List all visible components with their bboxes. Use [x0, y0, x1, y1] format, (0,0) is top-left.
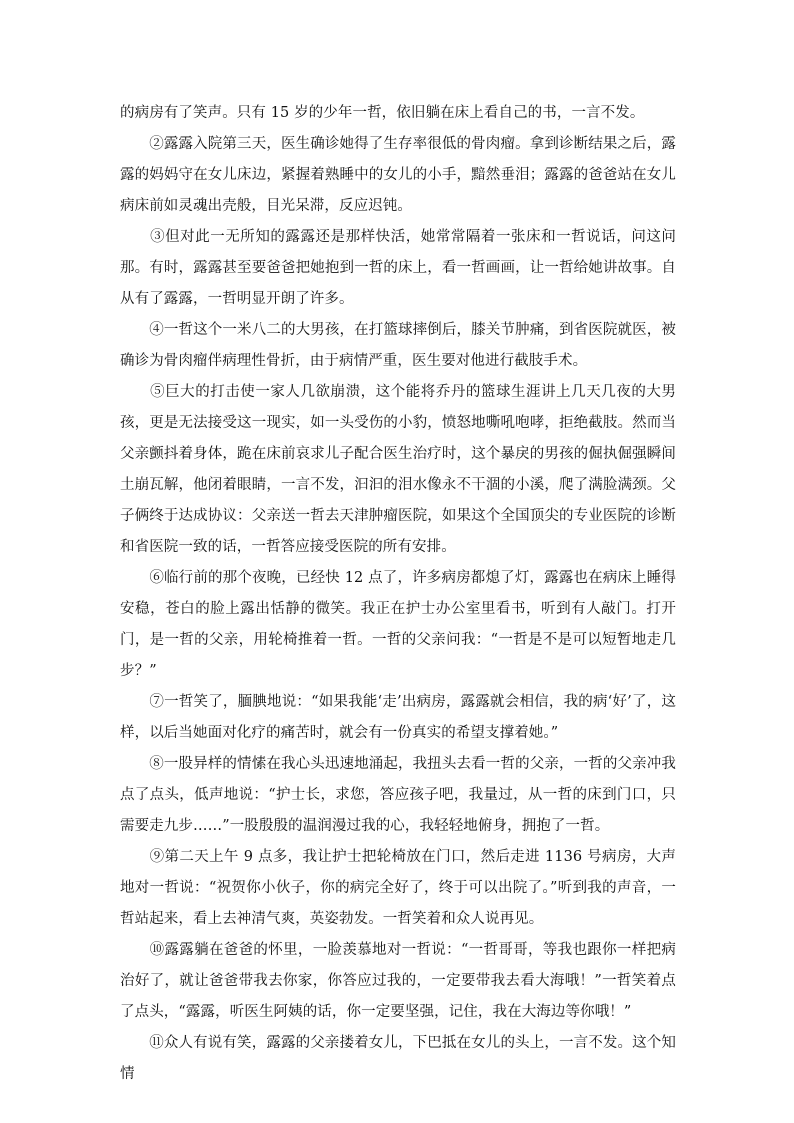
- paragraph-4: ④一哲这个一米八二的大男孩，在打篮球摔倒后，膝关节肿痛，到省医院就医，被确诊为骨肉瘤伴病理性骨折，由于病情严重，医生要对他进行截肢手术。: [120, 322, 676, 369]
- paragraph-2: ②露露入院第三天，医生确诊她得了生存率很低的骨肉瘤。拿到诊断结果之后，露露的妈妈守在女儿床边，紧握着熟睡中的女儿的小手，黯然垂泪；露露的爸爸站在女儿病床前如灵魂出壳般，目光呆滞，反应迟钝。: [120, 136, 676, 214]
- paragraph-6: ⑥临行前的那个夜晚，已经快 12 点了，许多病房都熄了灯，露露也在病床上睡得安稳，苍白的脸上露出恬静的微笑。我正在护士办公室里看书，听到有人敲门。打开门，是一哲的父亲，用轮椅推着一哲。一哲的父亲问我：“一哲是不是可以短暂地走几步？”: [120, 570, 676, 679]
- paragraph-8: ⑧一股异样的情愫在我心头迅速地涌起，我扭头去看一哲的父亲，一哲的父亲冲我点了点头，低声地说：“护士长，求您，答应孩子吧，我量过，从一哲的床到门口，只需要走九步……”一股殷殷的温润漫过我的心，我轻轻地俯身，拥抱了一哲。: [120, 756, 676, 834]
- paragraph-continued: 的病房有了笑声。只有 15 岁的少年一哲，依旧躺在床上看自己的书，一言不发。: [120, 105, 645, 121]
- paragraph-5: ⑤巨大的打击使一家人几欲崩溃，这个能将乔丹的篮球生涯讲上几天几夜的大男孩，更是无法接受这一现实，如一头受伤的小豹，愤怒地嘶吼咆哮，拒绝截肢。然而当父亲颤抖着身体，跪在床前哀求儿子配合医生治疗时，这个暴戾的男孩的倔执倔强瞬间土崩瓦解，他闭着眼睛，一言不发，汩汩的泪水像永不干涸的小溪，爬了满脸满颈。父子俩终于达成协议：父亲送一哲去天津肿瘤医院，如果这个全国顶尖的专业医院的诊断和省医院一致的话，一哲答应接受医院的所有安排。: [120, 384, 676, 555]
- paragraph-11: ⑪众人有说有笑，露露的父亲搂着女儿，下巴抵在女儿的头上，一言不发。这个知情: [120, 1035, 676, 1082]
- paragraph-10: ⑩露露躺在爸爸的怀里，一脸羡慕地对一哲说：“一哲哥哥，等我也跟你一样把病治好了，就让爸爸带我去你家，你答应过我的，一定要带我去看大海哦！”一哲笑着点了点头，“露露，听医生阿姨的话，你一定要坚强，记住，我在大海边等你哦！”: [120, 942, 676, 1020]
- paragraph-9: ⑨第二天上午 9 点多，我让护士把轮椅放在门口，然后走进 1136 号病房，大声地对一哲说：“祝贺你小伙子，你的病完全好了，终于可以出院了。”听到我的声音，一哲站起来，看上去神清气爽，英姿勃发。一哲笑着和众人说再见。: [120, 849, 676, 927]
- article-body: [120, 98, 676, 1090]
- paragraph-7: ⑦一哲笑了，腼腆地说：“如果我能‘走’出病房，露露就会相信，我的病‘好’了，这样，以后当她面对化疗的痛苦时，就会有一份真实的希望支撑着她。”: [120, 694, 676, 741]
- paragraph-3: ③但对此一无所知的露露还是那样快活，她常常隔着一张床和一哲说话，问这问那。有时，露露甚至要爸爸把她抱到一哲的床上，看一哲画画，让一哲给她讲故事。自从有了露露，一哲明显开朗了许多。: [120, 229, 676, 307]
